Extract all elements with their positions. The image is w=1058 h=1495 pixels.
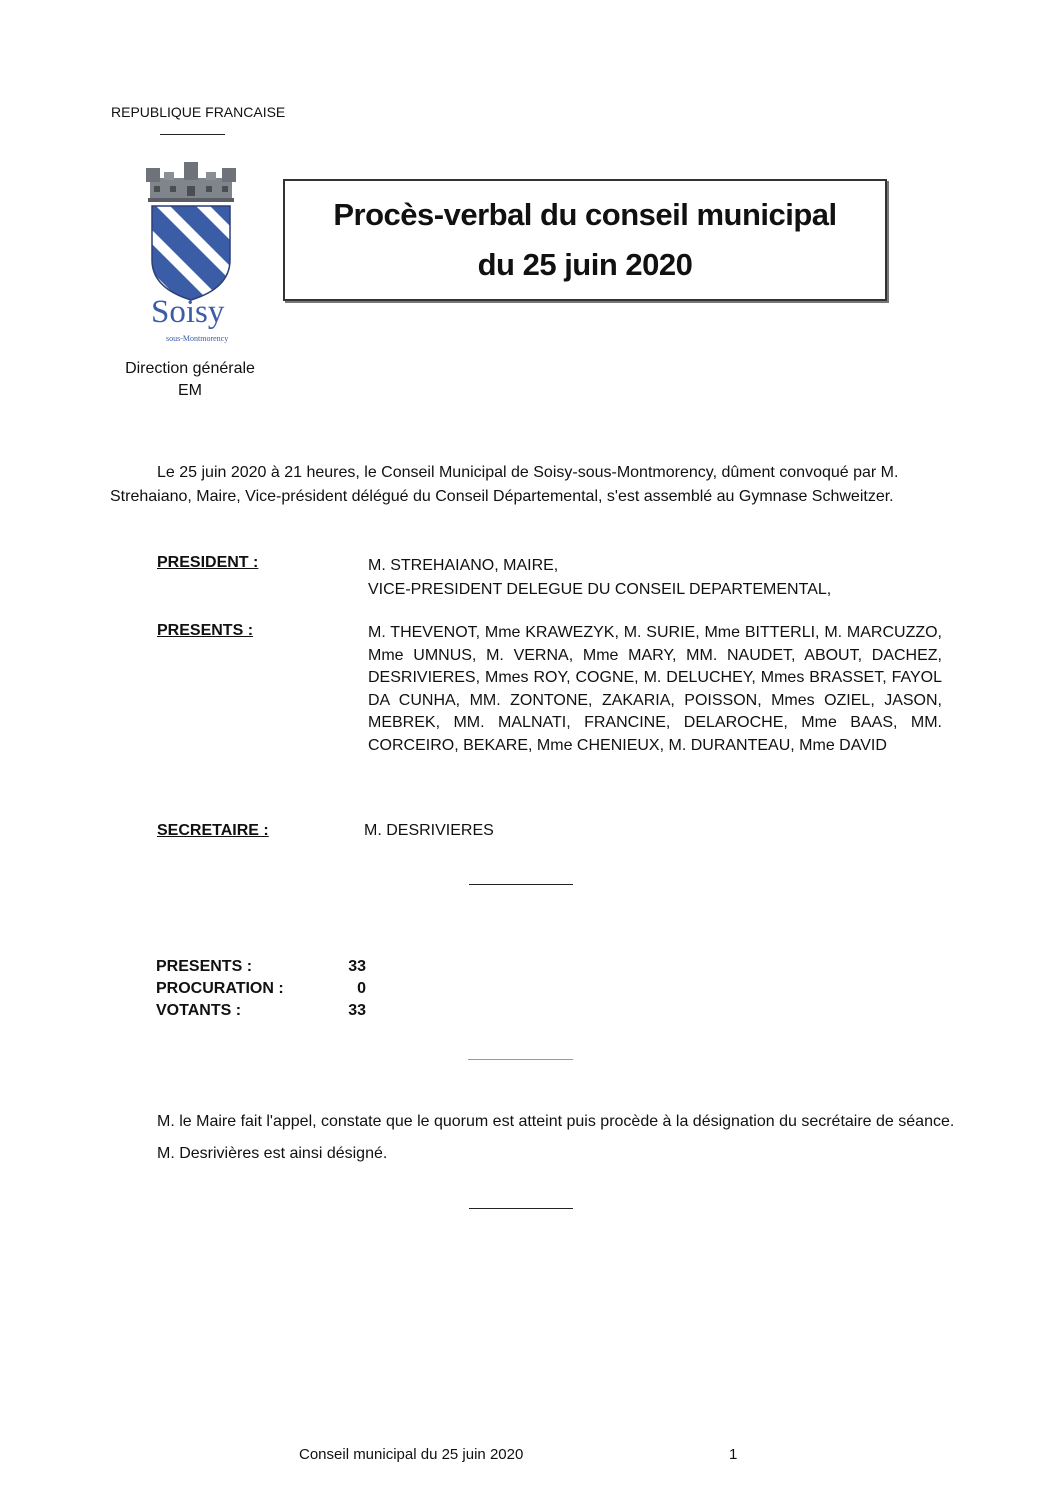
header-divider: [160, 134, 225, 135]
count-row-presents: [156, 956, 366, 978]
logo-subname: sous-Montmorency: [166, 334, 229, 343]
count-row-votants: [156, 1000, 366, 1022]
president-line-1: M. STREHAIANO, MAIRE,: [368, 557, 559, 574]
page-number: 1: [729, 1446, 738, 1463]
body-line-2: M. Desrivières est ainsi désigné.: [157, 1145, 388, 1162]
count-label: PRESENTS :: [156, 958, 253, 975]
president-line-2: VICE-PRESIDENT DELEGUE DU CONSEIL DEPARTEMENTAL,: [368, 581, 832, 598]
secretaire-value: M. DESRIVIERES: [364, 822, 494, 839]
count-value: 0: [357, 980, 366, 997]
section-divider-1: [469, 884, 573, 885]
logo-name: Soisy: [151, 294, 225, 330]
section-divider-3: [469, 1208, 573, 1209]
title-line-1: Procès-verbal du conseil municipal: [333, 197, 837, 232]
castle-crown-icon: [146, 162, 236, 202]
department-block: [100, 358, 280, 402]
intro-paragraph: Le 25 juin 2020 à 21 heures, le Conseil Municipal de Soisy-sous-Montmorency, dûment convoqué par M. Strehaiano, Maire, Vice-président délégué du Conseil Départemental, s'est assemblé au Gymnase Schweitzer.: [110, 464, 899, 505]
vote-counts: [156, 956, 366, 1022]
president-value: [368, 554, 831, 602]
secretaire-label: SECRETAIRE :: [157, 822, 269, 839]
title-box: [283, 179, 887, 301]
department-label: Direction générale: [125, 360, 255, 377]
count-label: VOTANTS :: [156, 1002, 242, 1019]
president-label: PRESIDENT :: [157, 554, 259, 571]
department-code: EM: [178, 382, 202, 399]
section-divider-2: [468, 1059, 573, 1060]
count-row-procuration: [156, 978, 366, 1000]
count-value: 33: [348, 1002, 366, 1019]
presents-label: PRESENTS :: [157, 622, 254, 639]
presents-names: M. THEVENOT, Mme KRAWEZYK, M. SURIE, Mme BITTERLI, M. MARCUZZO, Mme UMNUS, M. VERNA, Mme MARY, MM. NAUDET, ABOUT, DACHEZ, DESRIVIERES, Mmes ROY, COGNE, M. DELUCHEY, Mmes BRASSET, FAYOL DA CUNHA, MM. ZONTONE, ZAKARIA, POISSON, Mmes OZIEL, JASON, MEBREK, MM. MALNATI, FRANCINE, DELAROCHE, Mme BAAS, MM. CORCEIRO, BEKARE, Mme CHENIEUX, M. DURANTEAU, Mme DAVID: [368, 624, 942, 754]
footer-text: Conseil municipal du 25 juin 2020: [299, 1446, 524, 1463]
title-line-2: du 25 juin 2020: [477, 247, 693, 282]
count-label: PROCURATION :: [156, 980, 284, 997]
body-line-1: M. le Maire fait l'appel, constate que le quorum est atteint puis procède à la désignation du secrétaire de séance.: [157, 1113, 955, 1130]
count-value: 33: [348, 958, 366, 975]
republic-label: REPUBLIQUE FRANCAISE: [111, 104, 286, 120]
